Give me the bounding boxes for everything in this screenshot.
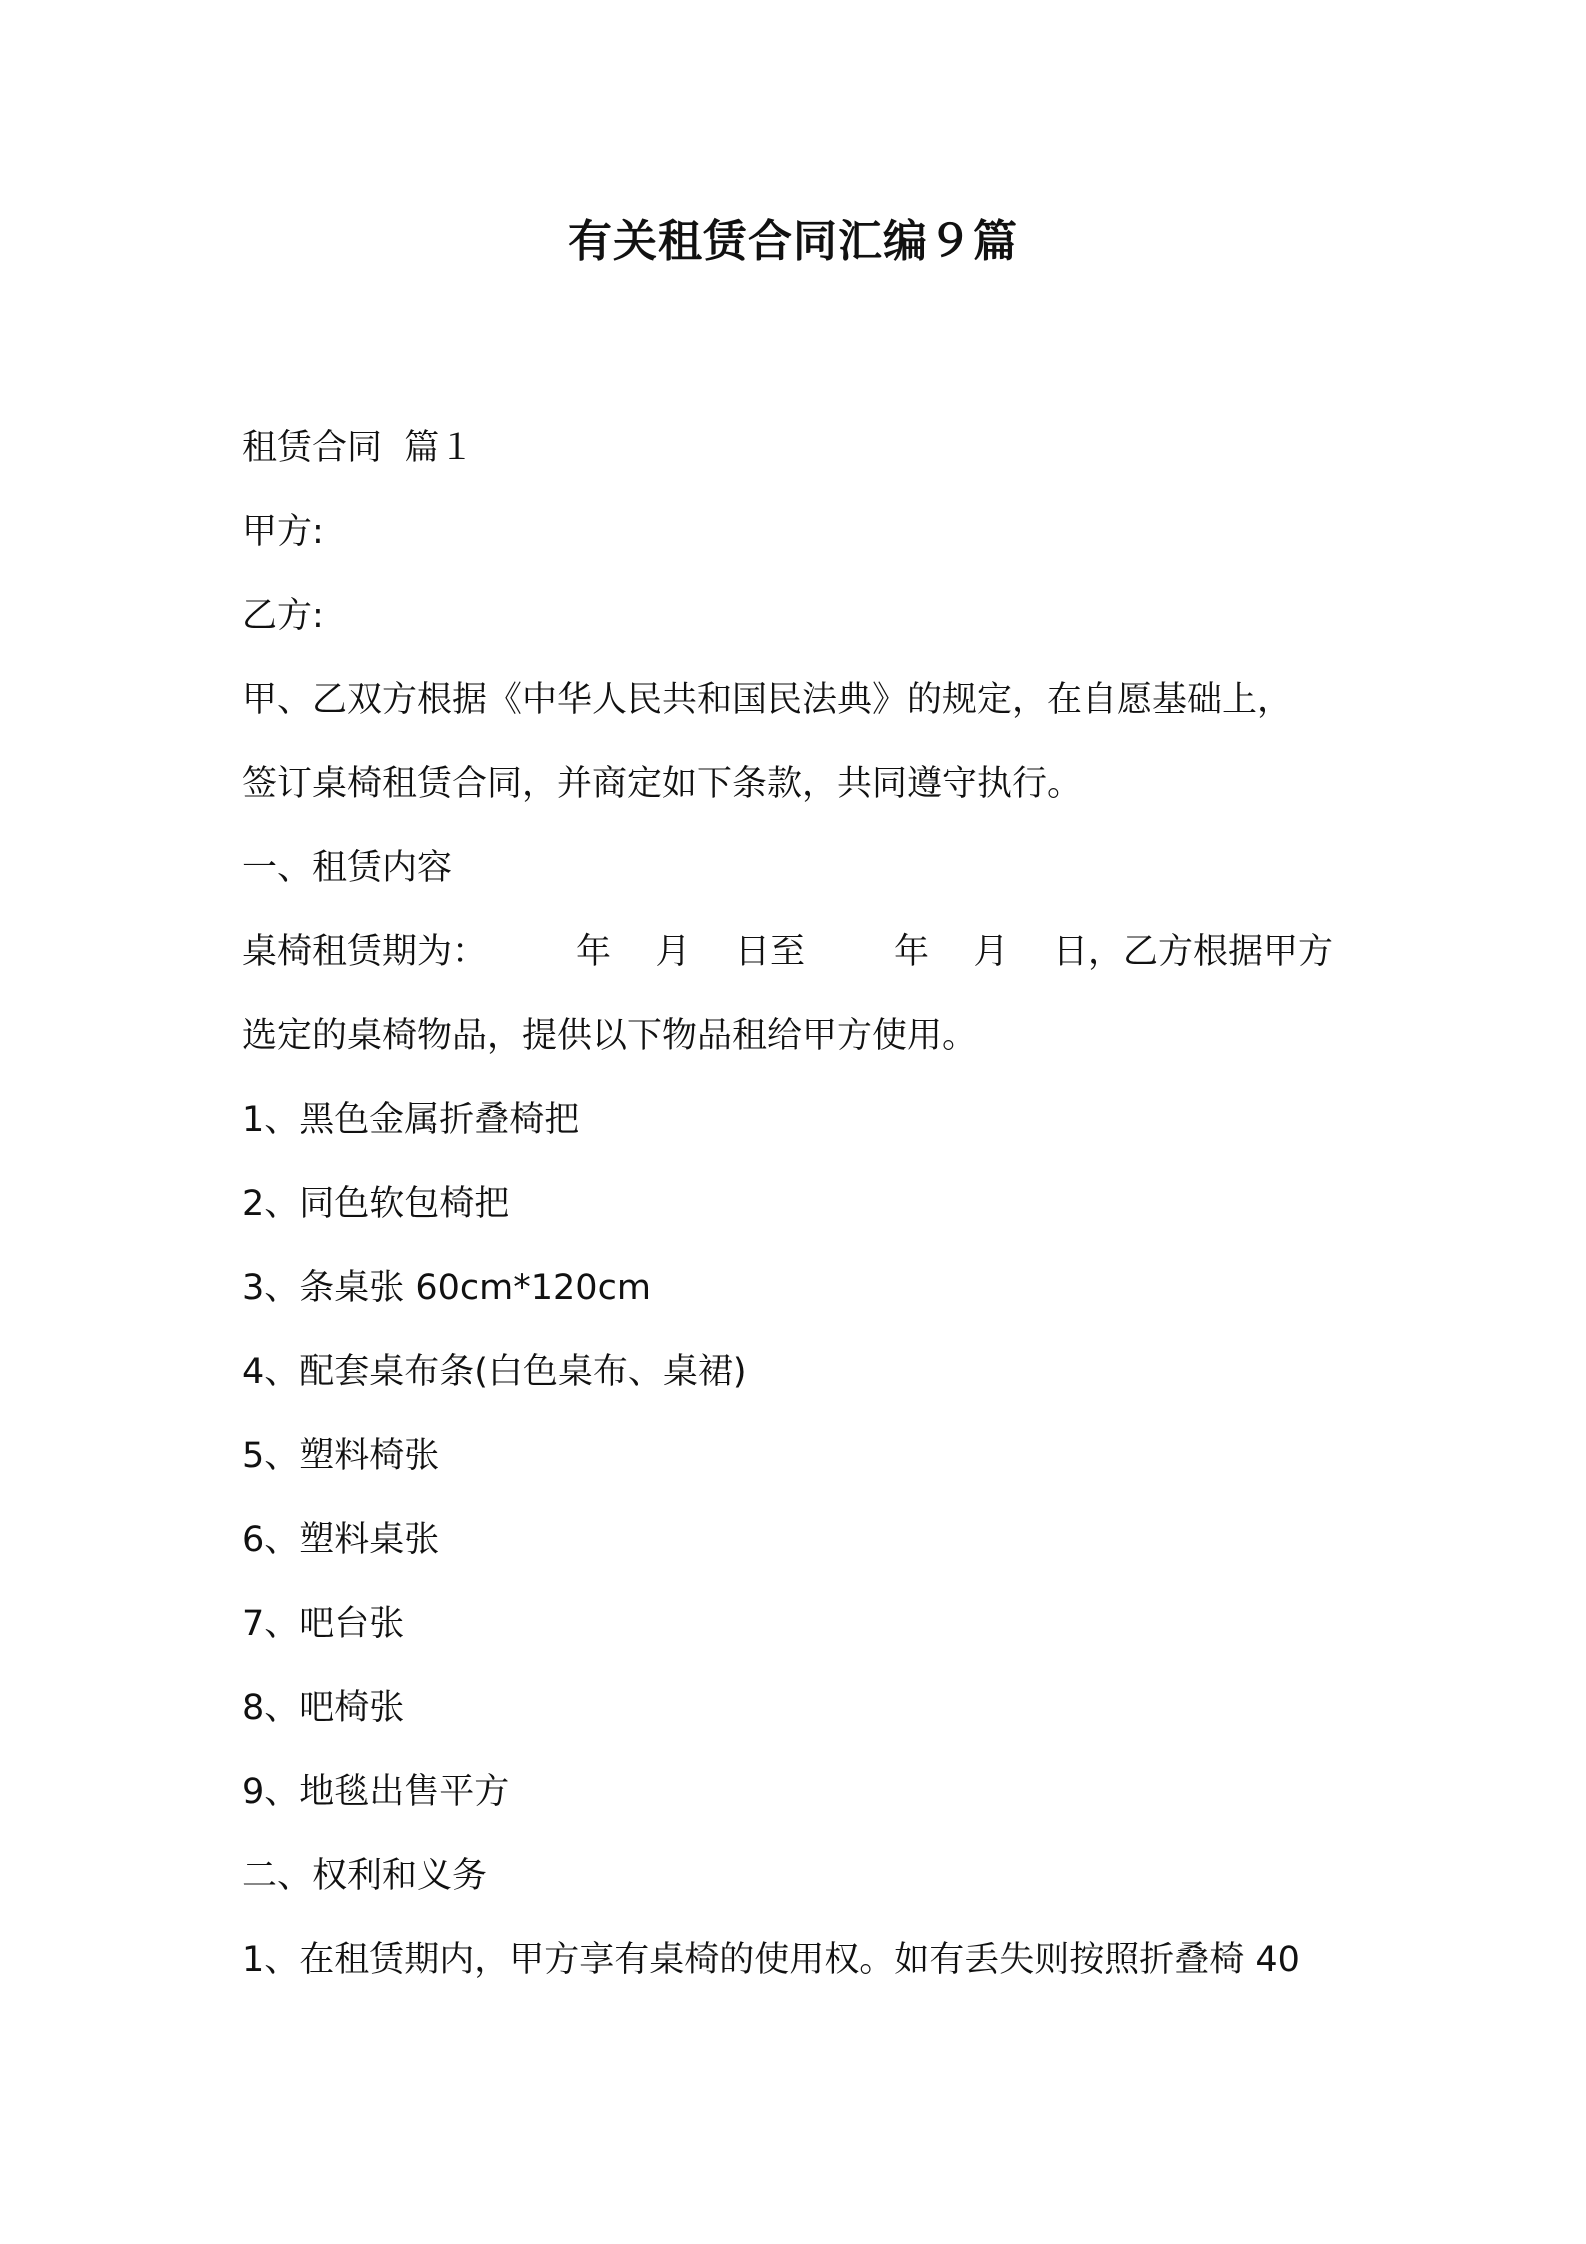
list-item: 3、条桌张 60cm*120cm [242, 1268, 651, 1308]
paragraph-line: 桌椅租赁期为： 年 月 日至 年 月 日，乙方根据甲方 [242, 932, 1334, 972]
list-item: 8、吧椅张 [242, 1688, 405, 1728]
list-item: 5、塑料椅张 [242, 1436, 440, 1476]
list-item: 1、黑色金属折叠椅把 [242, 1100, 580, 1140]
paragraph-line: 选定的桌椅物品，提供以下物品租给甲方使用。 [242, 1016, 978, 1056]
list-item: 2、同色软包椅把 [242, 1184, 510, 1224]
party-b-line: 乙方: [242, 596, 324, 636]
paragraph-line: 签订桌椅租赁合同，并商定如下条款，共同遵守执行。 [242, 764, 1083, 804]
document-title: 有关租赁合同汇编９篇 [568, 216, 1018, 267]
document-body [242, 406, 1362, 2002]
list-item: 9、地毯出售平方 [242, 1772, 510, 1812]
list-item: 4、配套桌布条(白色桌布、桌裙) [242, 1352, 747, 1392]
party-a-line: 甲方: [242, 512, 324, 552]
clause-heading: 二、权利和义务 [242, 1856, 488, 1896]
paragraph-line: 甲、乙双方根据《中华人民共和国民法典》的规定，在自愿基础上， [242, 680, 1293, 720]
list-item: 7、吧台张 [242, 1604, 405, 1644]
section-heading: 租赁合同 篇１ [242, 428, 475, 468]
list-item: 6、塑料桌张 [242, 1520, 440, 1560]
clause-heading: 一、租赁内容 [242, 848, 453, 888]
paragraph-line: 1、在租赁期内，甲方享有桌椅的使用权。如有丢失则按照折叠椅 40 [242, 1940, 1300, 1980]
